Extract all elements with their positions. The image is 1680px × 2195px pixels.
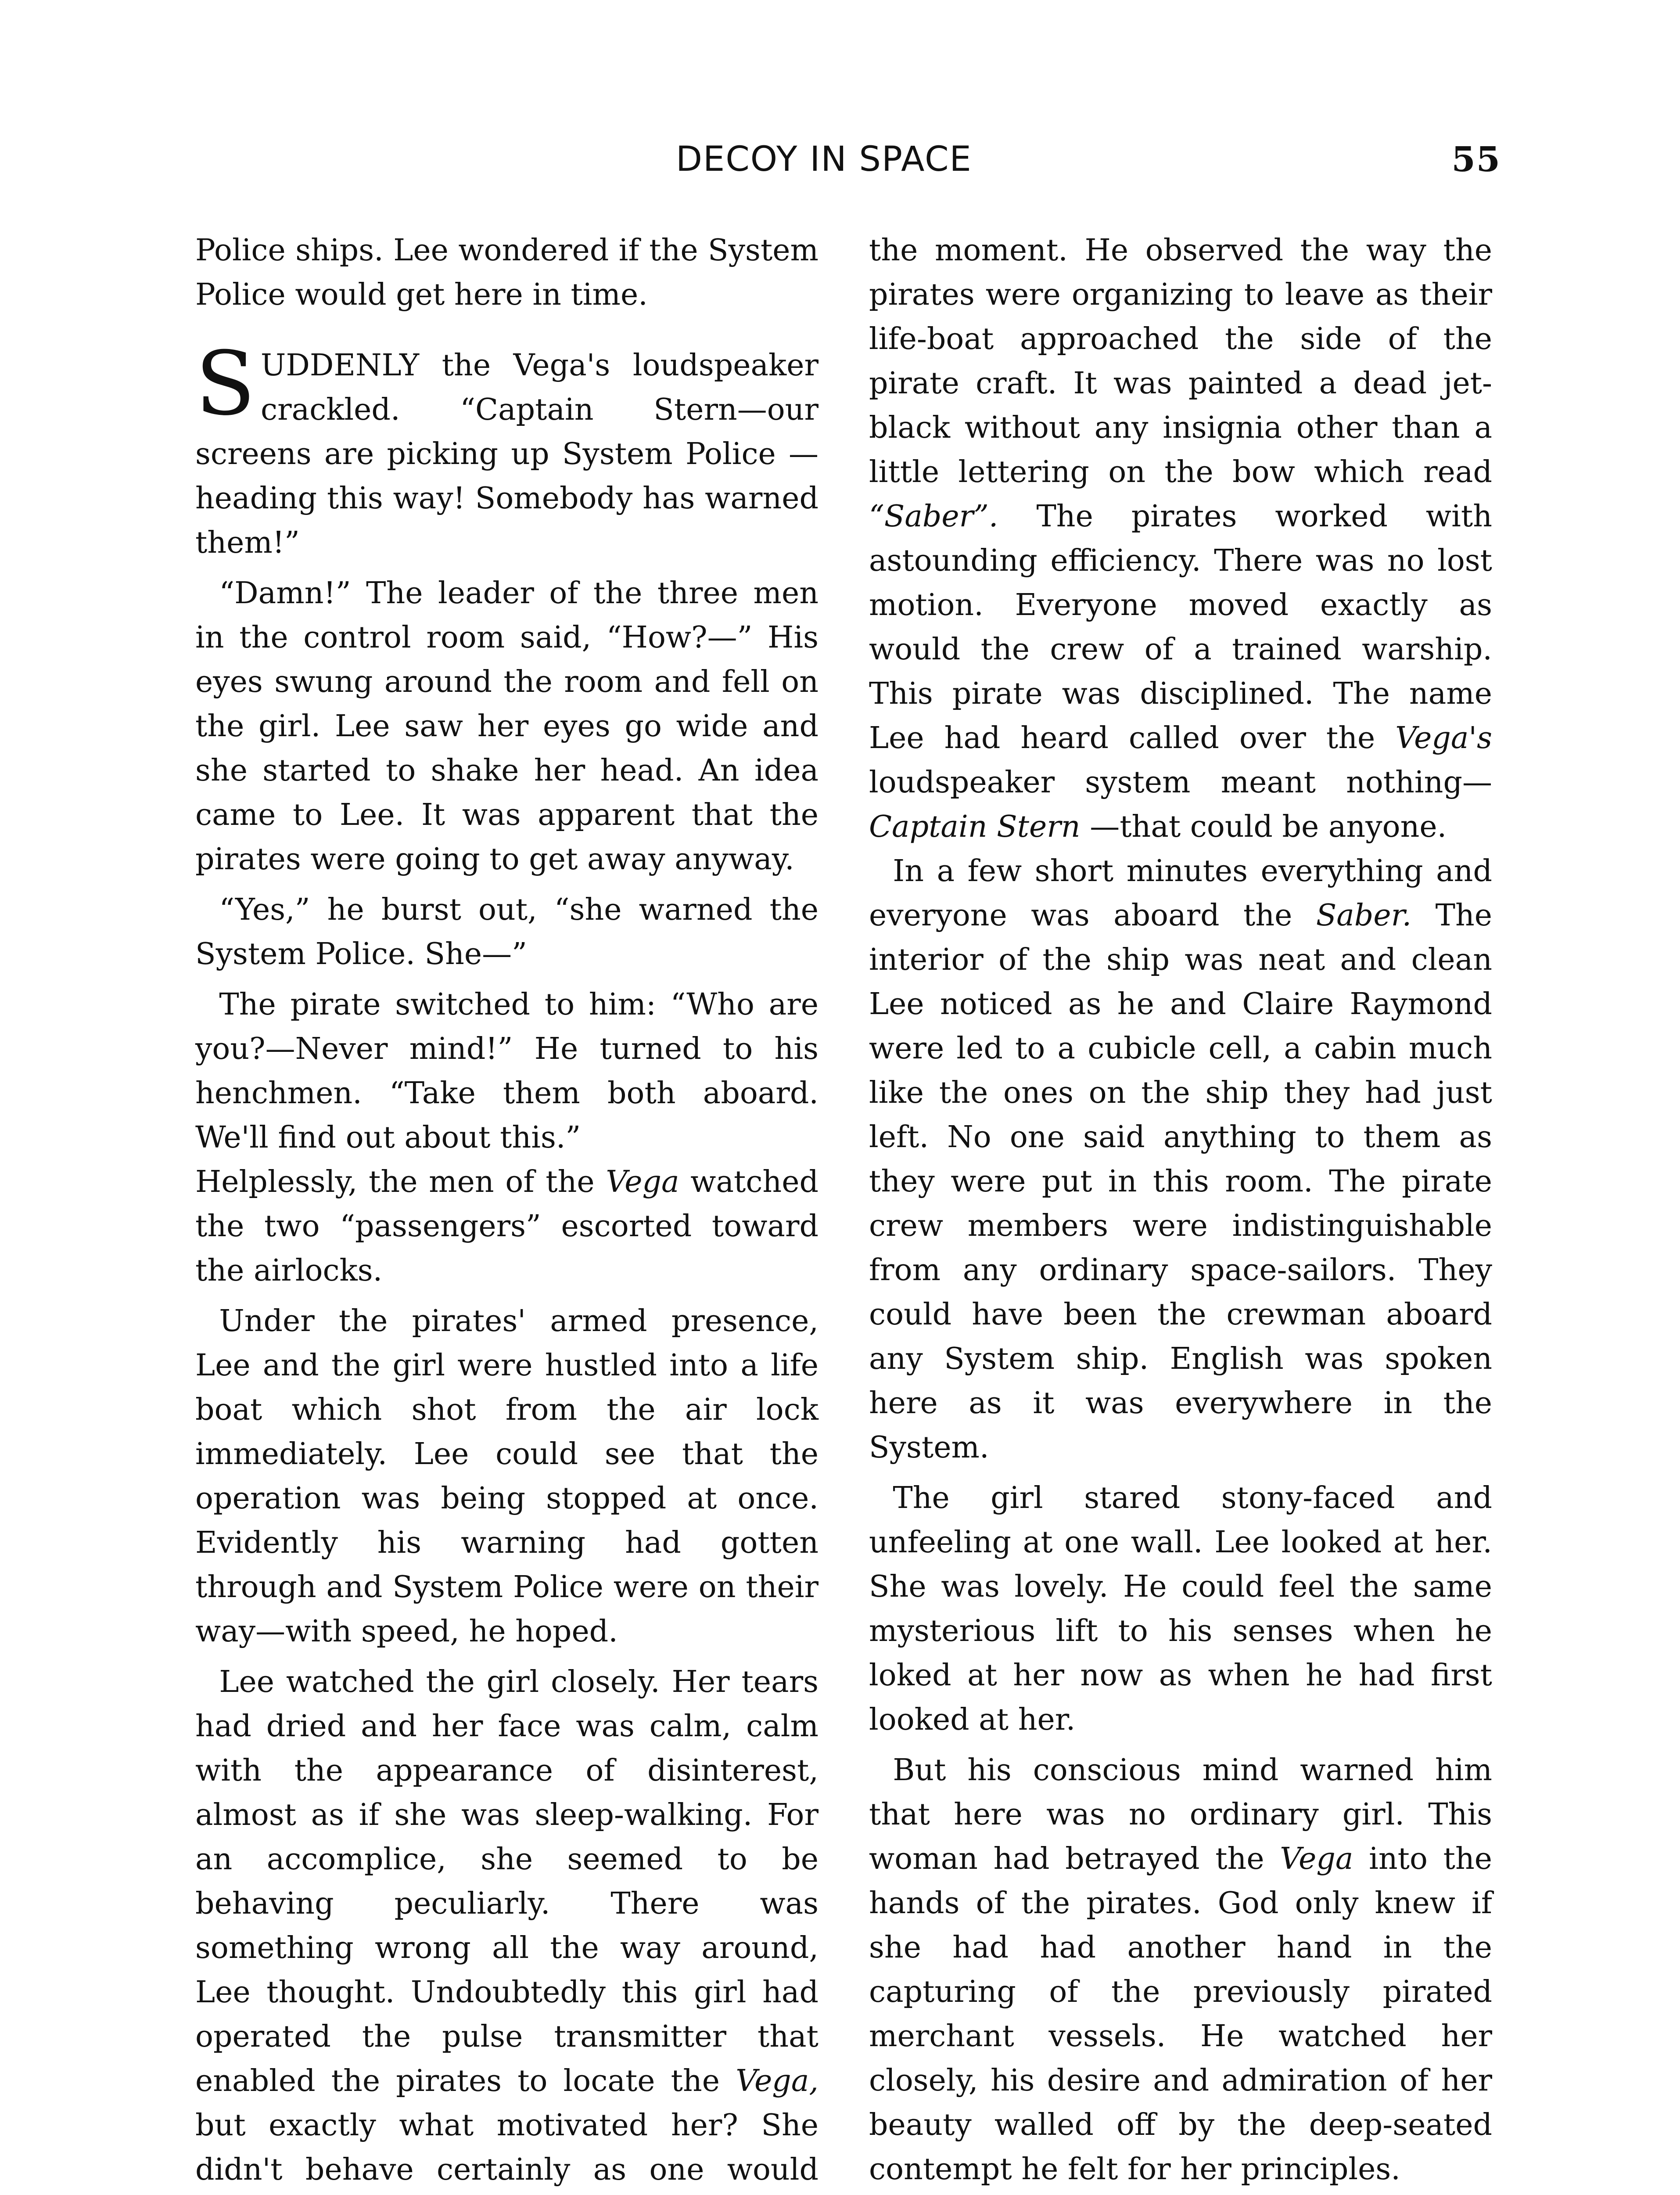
paragraph-drop-cap: [195, 333, 818, 565]
drop-cap: S: [195, 333, 256, 435]
story-title: DECOY IN SPACE: [676, 140, 972, 179]
ship-name: Vega's: [1395, 721, 1492, 756]
paragraph-text: UDDENLY the Vega's loudspeaker crackled. “Captain Stern—our screens are picking up System Police —heading this way! Somebody has warned them!”: [195, 348, 818, 560]
ship-name: Vega,: [736, 2064, 818, 2098]
paragraph-text: but exactly what motivated her? She didn't behave certainly as one would: [195, 2108, 818, 2187]
paragraph: The pirate switched to him: “Who are you?—Never mind!” He turned to his henchmen. “Take them both aboard. We'll find out about this.”: [195, 987, 818, 1155]
paragraph: Police ships. Lee wondered if the System Police would get here in time.: [195, 233, 818, 312]
page-number: 55: [1451, 140, 1501, 180]
running-header: [676, 140, 1501, 192]
paragraph-text: In a few short minutes everything and everyone was aboard the: [869, 854, 1492, 933]
character-name: Captain Stern: [869, 810, 1081, 844]
ship-name: “Saber”.: [869, 499, 998, 534]
paragraph: [869, 849, 1492, 1470]
paragraph-text: But his conscious mind warned him that here was no ordinary girl. This woman had betrayed the: [869, 1753, 1492, 1876]
paragraph: “Yes,” he burst out, “she warned the System Police. She—”: [195, 892, 818, 972]
ship-name: Saber.: [1316, 898, 1412, 933]
paragraph: The girl stared stony-faced and unfeeling at one wall. Lee looked at her. She was lovely. He could feel the same mysterious lift to his senses when he loked at her now as when he had first looked at her.: [869, 1481, 1492, 1737]
paragraph: [195, 1160, 818, 1293]
paragraph: [195, 1660, 818, 2195]
paragraph-text: The pirates worked with astounding efficiency. There was no lost motion. Everyone moved exactly as would the crew of a trained warship. This pirate was disciplined. The name Lee had heard called over the: [869, 499, 1492, 756]
paragraph-text: watched the two “passengers” escorted toward the airlocks.: [195, 1165, 818, 1288]
paragraph-text: the moment. He observed the way the pirates were organizing to leave as their life-boat approached the side of the pirate craft. It was painted a dead jet-black without any insignia other than a little lettering on the bow which read: [869, 233, 1492, 489]
paragraph-text: into the hands of the pirates. God only knew if she had had another hand in the capturing of the previously pirated merchant vessels. He watched her closely, his desire and admiration of her beauty walled off by the deep-seated contempt he felt for her principles.: [869, 1842, 1492, 2187]
paragraph-text: loudspeaker system meant nothing—: [869, 765, 1492, 800]
ship-name: Vega: [1280, 1842, 1353, 1876]
paragraph: Under the pirates' armed presence, Lee and the girl were hustled into a life boat which shot from the air lock immediately. Lee could see that the operation was being stopped at once. Evidently his warning had gotten through and System Police were on their way—with speed, he hoped.: [195, 1304, 818, 1649]
right-column: [869, 228, 1492, 2195]
paragraph-text: The interior of the ship was neat and clean Lee noticed as he and Claire Raymond were led to a cubicle cell, a cabin much like the ones on the ship they had just left. No one said anything to them as they were put in this room. The pirate crew members were indistinguishable from any ordinary space-sailors. They could have been the crewman aboard any System ship. English was spoken here as it was everywhere in the System.: [869, 898, 1492, 1465]
paragraph-text: —that could be anyone.: [1080, 810, 1447, 844]
paragraph: [869, 228, 1492, 849]
left-column: [195, 228, 818, 2195]
paragraph-text: Lee watched the girl closely. Her tears had dried and her face was calm, calm with the appearance of disinterest, almost as if she was sleep-walking. For an accomplice, she seemed to be behaving peculiarly. There was something wrong all the way around, Lee thought. Undoubtedly this girl had operated the pulse transmitter that enabled the pirates to locate the: [195, 1665, 818, 2098]
paragraph-text: Helplessly, the men of the: [195, 1165, 606, 1199]
paragraph: “Damn!” The leader of the three men in the control room said, “How?—” His eyes swung around the room and fell on the girl. Lee saw her eyes go wide and she started to shake her head. An idea came to Lee. It was apparent that the pirates were going to get away anyway.: [195, 576, 818, 877]
ship-name: Vega: [606, 1165, 679, 1199]
paragraph: [869, 1748, 1492, 2191]
